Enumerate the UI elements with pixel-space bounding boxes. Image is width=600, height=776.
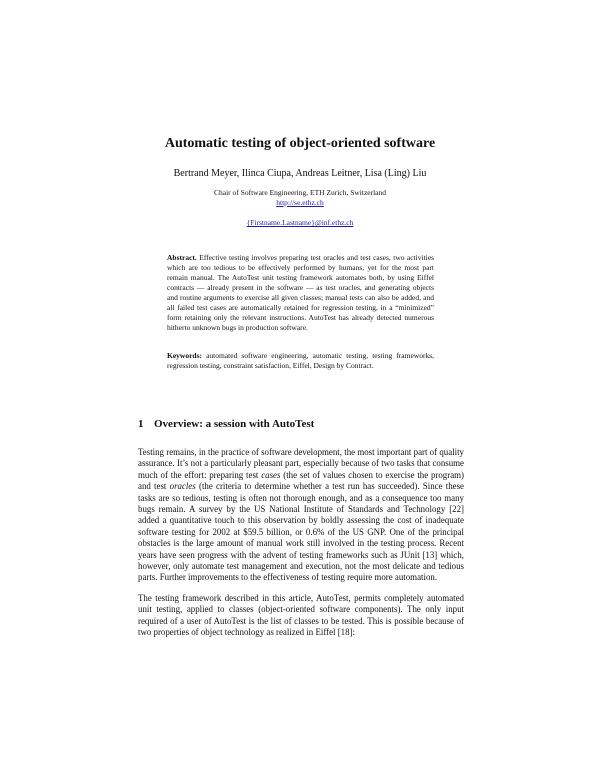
body-paragraph-2 bbox=[138, 593, 464, 639]
keywords-text: automated software engineering, automatic testing, testing frameworks, regression testing, constraint satisfaction, Eiffel, Design by Contract. bbox=[167, 351, 434, 370]
paragraph-2-text: The testing framework described in this article, AutoTest, permits completely automated unit testing, applied to classes (object-oriented software components). The only input required of a user of AutoTest is the list of classes to be tested. This is possible because of two properties of object technology as realized in Eiffel [18]: bbox=[138, 593, 464, 638]
keywords-label: Keywords: bbox=[167, 351, 202, 360]
section-heading bbox=[138, 418, 468, 430]
body-paragraph-1 bbox=[138, 447, 464, 584]
emphasis-oracles: oracles bbox=[169, 481, 196, 492]
paragraph-1-text-c: (the criteria to determine whether a test run has succeeded). Since these tasks are so tedious, testing is often not thorough enough, and as a consequence too many bugs remain. A survey by the US National Institute of Standards and Technology [22] added a quantitative touch to this observation by boldly assessing the cost of inadequate software testing for 2002 at $59.5 billion, or 0.6% of the US GNP. One of the principal obstacles is the large amount of manual work still involved in the testing process. Recent years have seen progress with the advent of testing frameworks such as JUnit [13] which, however, only automate test management and execution, not the most delicate and tedious parts. Further improvements to the effectiveness of testing require more automation. bbox=[138, 481, 464, 583]
abstract-text: Effective testing involves preparing test oracles and test cases, two activities which are too tedious to be effectively performed by humans, yet for the most part remain manual. The AutoTest unit testing framework automates both, by using Eiffel contracts — already present in the software — as test oracles, and generating objects and routine arguments to exercise all given classes; manual tests can also be added, and all failed test cases are automatically retained for regression testing, in a “minimized” form retaining only the relevant instructions. AutoTest has already detected numerous hitherto unknown bugs in production software. bbox=[167, 253, 434, 332]
contact-email-block bbox=[0, 218, 600, 227]
section-title: Overview: a session with AutoTest bbox=[154, 418, 315, 430]
affiliation: Chair of Software Engineering, ETH Zurich, Switzerland bbox=[213, 188, 387, 197]
abstract-label: Abstract. bbox=[167, 253, 197, 262]
paper-title: Automatic testing of object-oriented software bbox=[164, 136, 436, 151]
paragraph-1-text-b: (the set of values chosen to exercise the program) and test bbox=[138, 469, 464, 492]
contact-email-link[interactable]: {Firstname.Lastname}@inf.ethz.ch bbox=[246, 218, 354, 227]
paragraph-1-text-a: Testing remains, in the practice of software development, the most important part of quality assurance. It’s not a particularly pleasant part, especially because of two tasks that consume much of the effort: preparing test bbox=[138, 447, 464, 480]
affiliation-block bbox=[0, 188, 600, 208]
section-number: 1 bbox=[138, 418, 144, 430]
keywords-block bbox=[167, 351, 434, 371]
institution-url-link[interactable]: http://se.ethz.ch bbox=[276, 198, 324, 207]
abstract-block bbox=[167, 253, 434, 333]
emphasis-cases: cases bbox=[261, 469, 281, 480]
author-list: Bertrand Meyer, Ilinca Ciupa, Andreas Leitner, Lisa (Ling) Liu bbox=[173, 168, 427, 179]
